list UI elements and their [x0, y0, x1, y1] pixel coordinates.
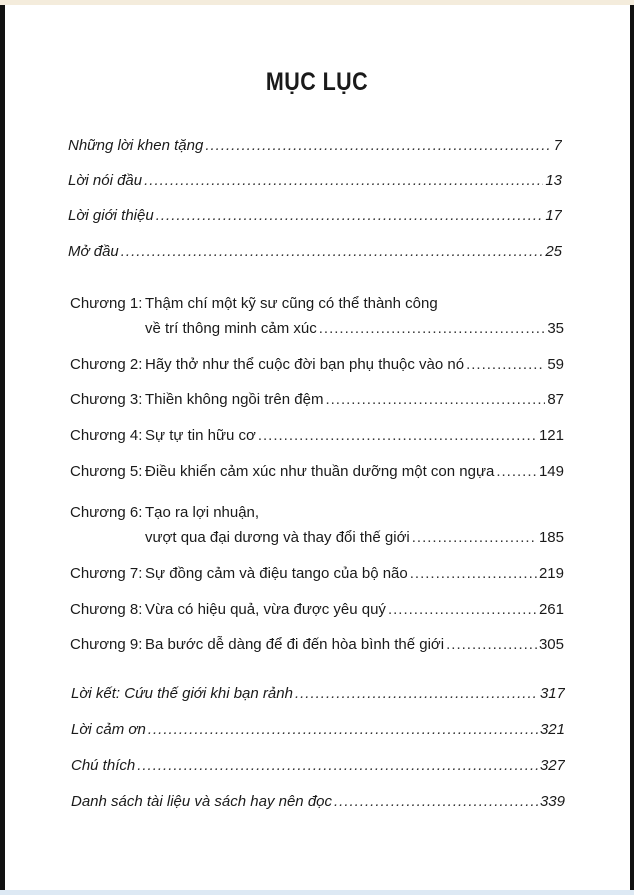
chapter-page: 305 — [538, 636, 564, 653]
toc-entry-chapter[interactable] — [70, 427, 564, 451]
chapter-page: 149 — [538, 463, 564, 480]
chapter-page: 87 — [547, 391, 564, 408]
dot-leader — [144, 172, 543, 189]
chapter-title: Điều khiển cảm xúc như thuần dưỡng một con ngựa — [145, 463, 495, 480]
dot-leader — [258, 427, 537, 444]
dot-leader — [121, 243, 544, 260]
toc-entry-chapter[interactable] — [70, 463, 564, 487]
dot-leader — [466, 356, 545, 373]
toc-entry-front[interactable] — [68, 207, 562, 231]
dot-leader — [148, 721, 538, 738]
chapter-title: Ba bước dễ dàng để đi đến hòa bình thế giới — [145, 636, 445, 653]
toc-entry-chapter[interactable] — [70, 391, 564, 415]
chapter-page: 219 — [538, 565, 564, 582]
page-left-border — [0, 5, 5, 890]
chapter-title: Sự tự tin hữu cơ — [145, 427, 256, 444]
toc-entry-front[interactable] — [68, 243, 562, 267]
chapter-page: 35 — [547, 320, 564, 337]
toc-entry-page: 321 — [539, 721, 565, 738]
chapter-number: Chương 4: — [70, 427, 143, 444]
chapter-page: 121 — [538, 427, 564, 444]
toc-entry-chapter[interactable] — [70, 356, 564, 380]
toc-entry-label: Danh sách tài liệu và sách hay nên đọc — [71, 793, 332, 810]
dot-leader — [388, 601, 537, 618]
toc-entry-label: Chú thích — [71, 757, 136, 774]
chapter-number: Chương 6: — [70, 504, 143, 521]
dot-leader — [137, 757, 538, 774]
dot-leader — [156, 207, 544, 224]
chapter-title: Sự đồng cảm và điệu tango của bộ não — [145, 565, 408, 582]
dot-leader — [334, 793, 538, 810]
toc-entry-page: 17 — [545, 207, 562, 224]
chapter-number: Chương 2: — [70, 356, 143, 373]
dot-leader — [205, 137, 551, 154]
chapter-page: 185 — [538, 529, 564, 546]
toc-entry-chapter[interactable] — [70, 636, 564, 660]
dot-leader — [412, 529, 537, 546]
dot-leader — [446, 636, 537, 653]
toc-entry-front[interactable] — [68, 172, 562, 196]
chapter-title: về trí thông minh cảm xúc — [145, 320, 317, 337]
toc-entry-page: 317 — [539, 685, 565, 702]
page-bottom-edge — [0, 890, 634, 895]
chapter-title: vượt qua đại dương và thay đổi thế giới — [145, 529, 410, 546]
toc-entry-chapter[interactable] — [70, 601, 564, 625]
toc-entry-chapter[interactable] — [145, 529, 564, 553]
toc-entry-label: Lời nói đầu — [68, 172, 143, 189]
toc-entry-page: 339 — [539, 793, 565, 810]
toc-entry-chapter[interactable] — [70, 565, 564, 589]
toc-entry-label: Lời cảm ơn — [71, 721, 146, 738]
toc-entry-label: Mở đầu — [68, 243, 119, 260]
chapter-number: Chương 5: — [70, 463, 143, 480]
toc-entry-label: Lời kết: Cứu thế giới khi bạn rảnh — [71, 685, 293, 702]
toc-entry-back[interactable] — [71, 685, 565, 709]
toc-entry-chapter[interactable] — [145, 320, 564, 344]
toc-entry-label: Lời giới thiệu — [68, 207, 154, 224]
toc-entry-front[interactable] — [68, 137, 562, 161]
chapter-title: Hãy thở như thể cuộc đời bạn phụ thuộc vào nó — [145, 356, 465, 373]
toc-entry-back[interactable] — [71, 793, 565, 817]
dot-leader — [496, 463, 537, 480]
toc-entry-page: 13 — [545, 172, 562, 189]
toc-entry-back[interactable] — [71, 757, 565, 781]
chapter-number: Chương 3: — [70, 391, 143, 408]
page-title: MỤC LỤC — [265, 68, 369, 96]
chapter-title-line1: Tạo ra lợi nhuận, — [145, 504, 260, 521]
toc-entry-page: 25 — [545, 243, 562, 260]
toc-entry-page: 327 — [539, 757, 565, 774]
chapter-number: Chương 9: — [70, 636, 143, 653]
dot-leader — [325, 391, 545, 408]
dot-leader — [410, 565, 537, 582]
toc-entry-label: Những lời khen tặng — [68, 137, 204, 154]
toc-entry-back[interactable] — [71, 721, 565, 745]
chapter-page: 59 — [547, 356, 564, 373]
dot-leader — [295, 685, 538, 702]
page-right-border — [630, 5, 634, 890]
page-top-edge — [0, 0, 634, 5]
chapter-title: Vừa có hiệu quả, vừa được yêu quý — [145, 601, 386, 618]
chapter-number: Chương 1: — [70, 295, 143, 312]
chapter-number: Chương 7: — [70, 565, 143, 582]
chapter-page: 261 — [538, 601, 564, 618]
chapter-title-line1: Thậm chí một kỹ sư cũng có thể thành công — [145, 295, 438, 312]
chapter-title: Thiền không ngồi trên đệm — [145, 391, 324, 408]
dot-leader — [319, 320, 546, 337]
toc-entry-page: 7 — [553, 137, 562, 154]
chapter-number: Chương 8: — [70, 601, 143, 618]
